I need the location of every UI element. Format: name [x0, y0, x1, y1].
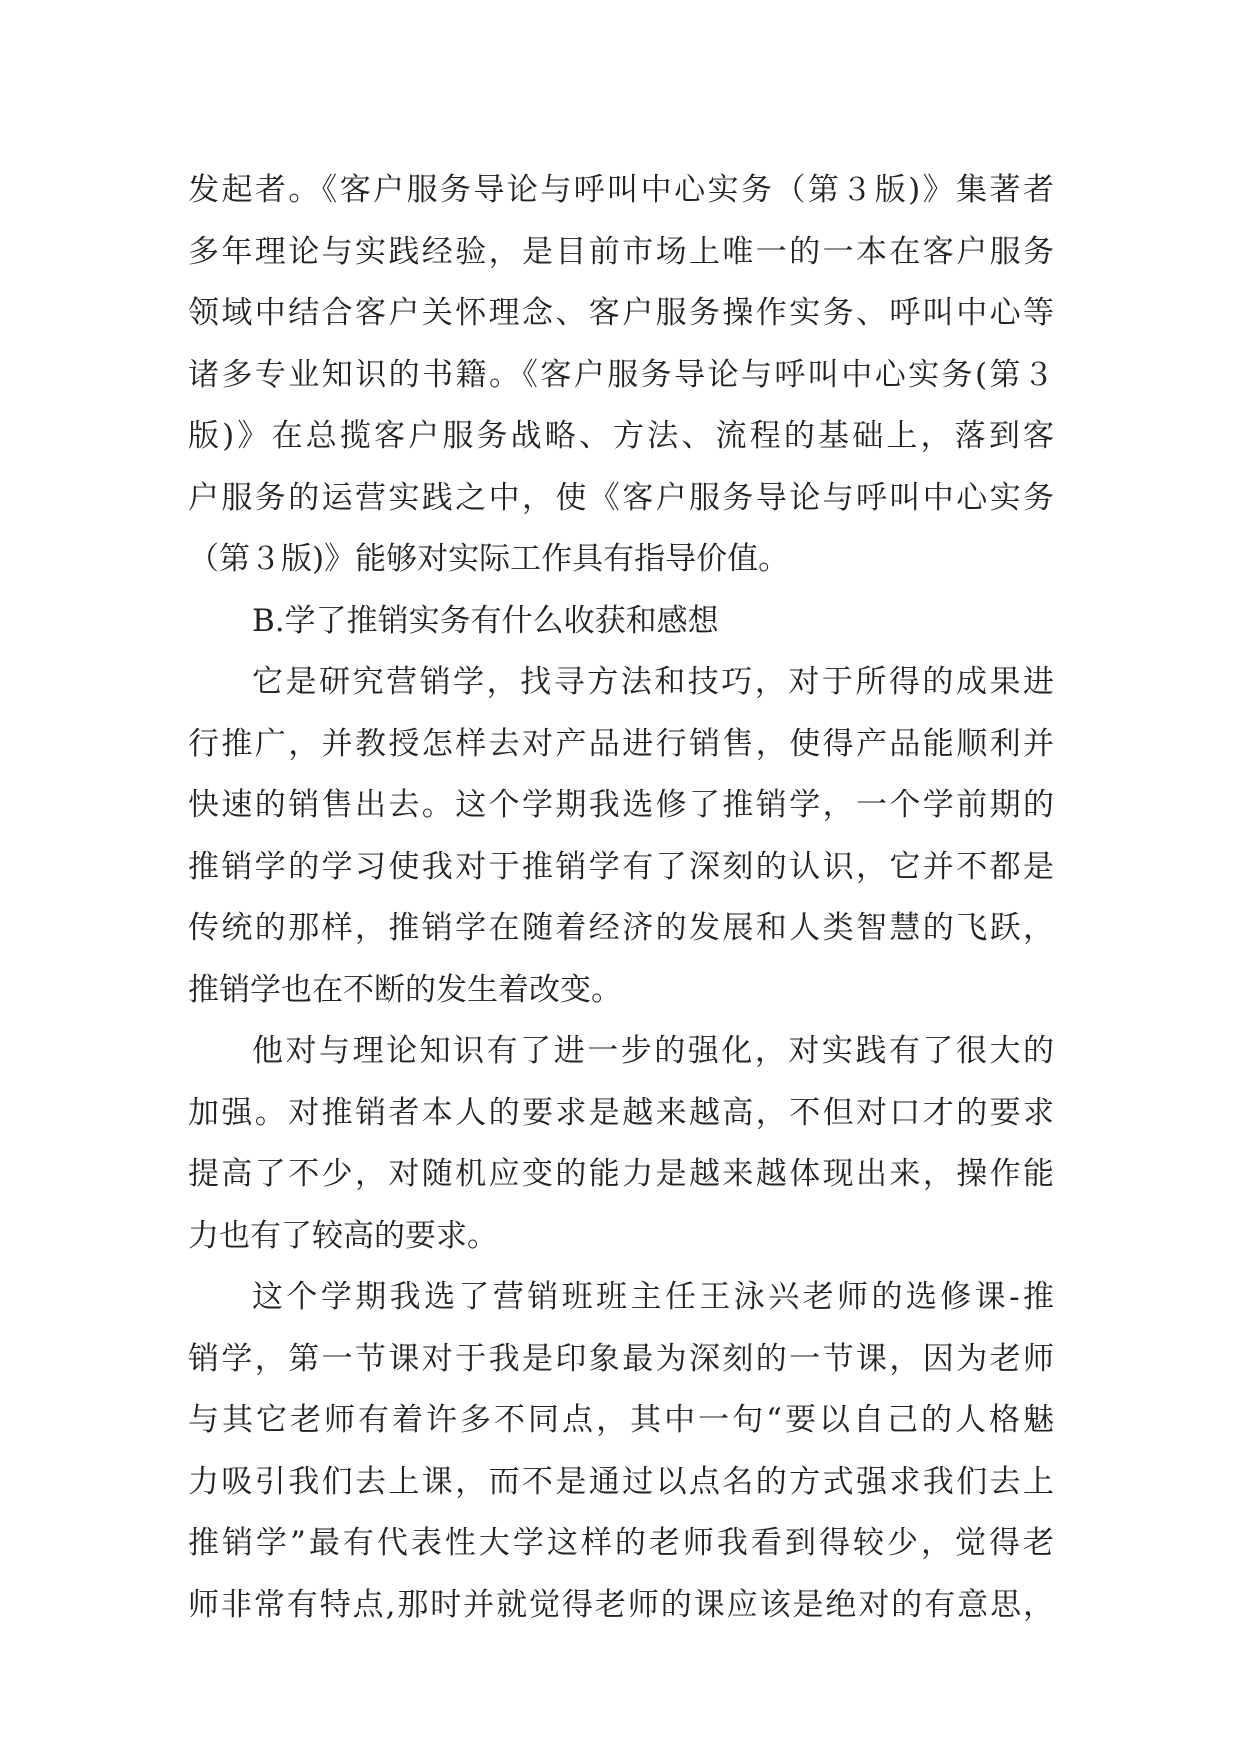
text-line: 发起者。《客户服务导论与呼叫中心实务（第３版)》集著者: [188, 172, 1054, 208]
text-line: 师非常有特点,那时并就觉得老师的课应该是绝对的有意思，: [188, 1586, 1054, 1623]
text-line: 领域中结合客户关怀理念、客户服务操作实务、呼叫中心等: [188, 295, 1054, 331]
text-line: 版)》在总揽客户服务战略、方法、流程的基础上，落到客: [188, 418, 1054, 454]
text-line: （第３版)》能够对实际工作具有指导价值。: [188, 541, 790, 577]
text-line: 推销学”最有代表性大学这样的老师我看到得较少，觉得老: [188, 1525, 1054, 1561]
text-line: 推销学的学习使我对于推销学有了深刻的认识，它并不都是: [188, 848, 1054, 885]
text-line: 快速的销售出去。这个学期我选修了推销学，一个学前期的: [188, 787, 1054, 823]
body-text: [188, 160, 1054, 1636]
text-line: 推销学也在不断的发生着改变。: [188, 971, 622, 1008]
text-line: 行推广，并教授怎样去对产品进行销售，使得产品能顺利并: [188, 725, 1054, 762]
text-line: 力吸引我们去上课，而不是通过以点名的方式强求我们去上: [188, 1463, 1054, 1500]
text-line: 户服务的运营实践之中，使《客户服务导论与呼叫中心实务: [188, 479, 1054, 516]
text-line: 与其它老师有着许多不同点，其中一句“要以自己的人格魅: [188, 1402, 1054, 1438]
text-line: 加强。对推销者本人的要求是越来越高，不但对口才的要求: [188, 1094, 1054, 1131]
text-line: 多年理论与实践经验，是目前市场上唯一的一本在客户服务: [188, 233, 1054, 270]
text-line: 诸多专业知识的书籍。《客户服务导论与呼叫中心实务(第３: [188, 356, 1054, 393]
text-line: 他对与理论知识有了进一步的强化，对实践有了很大的: [252, 1033, 1054, 1069]
text-line: 销学，第一节课对于我是印象最为深刻的一节课，因为老师: [188, 1340, 1054, 1377]
text-line: 传统的那样，推销学在随着经济的发展和人类智慧的飞跃，: [188, 910, 1054, 946]
text-line: 力也有了较高的要求。: [188, 1217, 498, 1254]
section-heading: B.学了推销实务有什么收获和感想: [252, 602, 719, 639]
text-line: 这个学期我选了营销班班主任王泳兴老师的选修课-推: [252, 1279, 1054, 1315]
text-line: 它是研究营销学，找寻方法和技巧，对于所得的成果进: [252, 664, 1054, 700]
text-line: 提高了不少，对随机应变的能力是越来越体现出来，操作能: [188, 1156, 1054, 1192]
